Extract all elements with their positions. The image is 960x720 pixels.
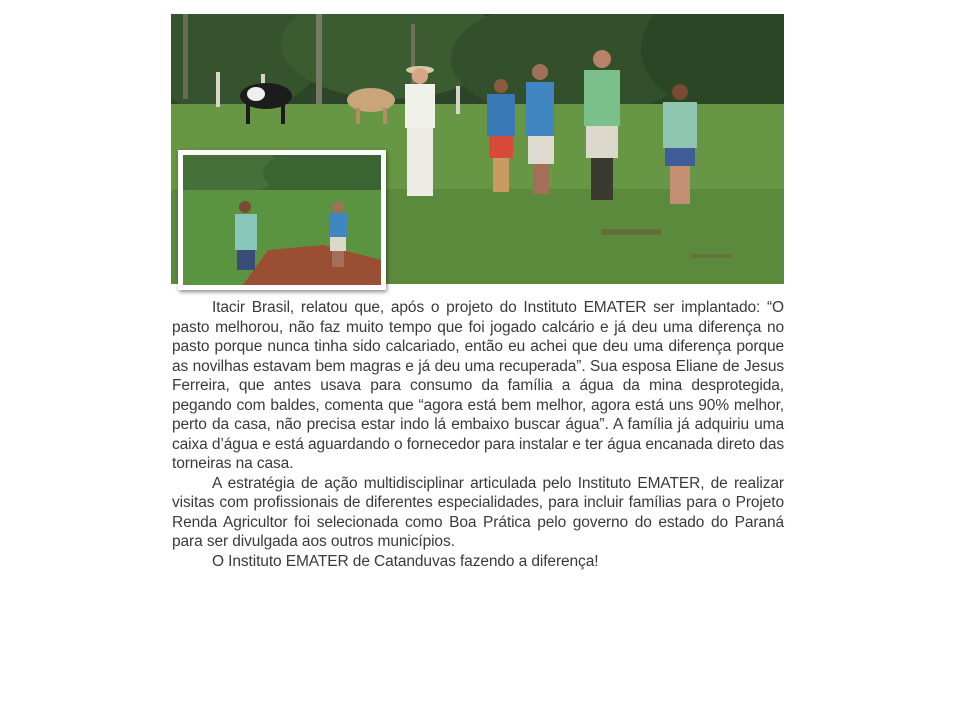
- article-paragraph: A estratégia de ação multidisciplinar articulada pelo Instituto EMATER, de realizar visitas com profissionais de diferentes especialidades, para incluir famílias para o Projeto Renda Agricultor foi selecionada como Boa Prática pelo governo do estado do Paraná para ser divulgada aos outros municípios.: [172, 474, 784, 550]
- article-closing-line: O Instituto EMATER de Catanduvas fazendo a diferença!: [212, 552, 599, 570]
- inset-photo: [178, 150, 386, 290]
- article-body: [172, 298, 784, 571]
- article-paragraph: Itacir Brasil, relatou que, após o projeto do Instituto EMATER ser implantado: “O pasto melhorou, não faz muito tempo que foi jogado calcário e já deu uma diferença no pasto porque nunca tinha sido calcariado, então eu achei que deu uma diferença porque as novilhas estavam bem magras e já deu uma recuperada”. Sua esposa Eliane de Jesus Ferreira, que antes usava para consumo da família a água da mina desprotegida, pegando com baldes, comenta que “agora está bem melhor, agora está uns 90% melhor, perto da casa, não precisa estar indo lá embaixo buscar água”. A família já adquiriu uma caixa d’água e está aguardando o fornecedor para instalar e ter água encanada direto das torneiras na casa.: [172, 299, 784, 472]
- couple-at-spring-illustration: [183, 155, 381, 285]
